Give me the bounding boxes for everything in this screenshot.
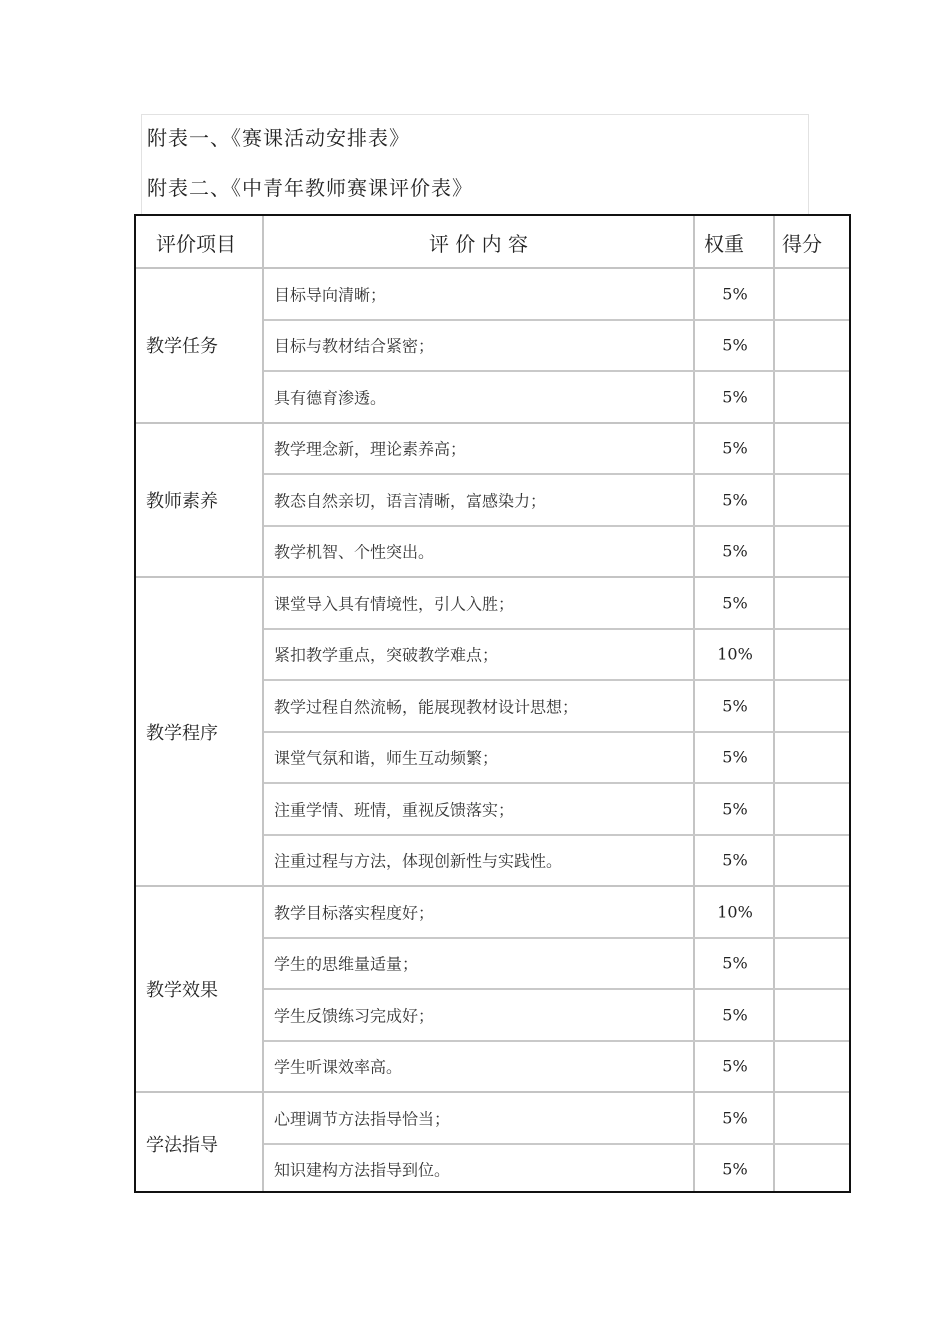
weight-value: 5% [722, 490, 748, 510]
weight-value: 5% [722, 1108, 748, 1128]
weight-value: 5% [722, 1159, 748, 1179]
criterion-text: 知识建构方法指导到位。 [274, 1160, 451, 1180]
category-label: 教学程序 [146, 722, 218, 744]
weight-value: 5% [722, 696, 748, 716]
criterion-text: 教学目标落实程度好； [274, 903, 435, 923]
criterion-text: 心理调节方法指导恰当； [274, 1109, 451, 1129]
category-label: 学法指导 [146, 1134, 218, 1156]
criterion-text: 课堂气氛和谐，师生互动频繁； [274, 748, 499, 768]
row-divider [264, 370, 849, 372]
category-label: 教学任务 [146, 336, 218, 358]
group-divider [136, 1091, 849, 1093]
criterion-text: 注重学情、班情，重视反馈落实； [274, 800, 515, 820]
criterion-text: 学生听课效率高。 [274, 1057, 403, 1077]
row-divider [264, 988, 849, 990]
weight-value: 10% [717, 644, 753, 664]
criterion-text: 注重过程与方法，体现创新性与实践性。 [274, 851, 563, 871]
row-divider [264, 525, 849, 527]
weight-value: 10% [717, 902, 753, 922]
criterion-text: 学生反馈练习完成好； [274, 1006, 435, 1026]
weight-value: 5% [722, 284, 748, 304]
weight-value: 5% [722, 438, 748, 458]
weight-value: 5% [722, 1056, 748, 1076]
row-divider [264, 731, 849, 733]
weight-value: 5% [722, 953, 748, 973]
category-label: 教学效果 [146, 980, 218, 1001]
criterion-text: 目标导向清晰； [274, 285, 387, 305]
weight-value: 5% [722, 747, 748, 767]
header-item: 评价项目 [156, 231, 236, 256]
column-divider [693, 216, 695, 1191]
row-divider [264, 319, 849, 321]
weight-value: 5% [722, 387, 748, 407]
row-divider [264, 473, 849, 475]
row-divider [264, 679, 849, 681]
category-label: 教师素养 [146, 490, 218, 512]
group-divider [136, 885, 849, 887]
weight-value: 5% [722, 593, 748, 613]
header-content: 评 价 内 容 [428, 231, 529, 256]
header-weight: 权重 [704, 231, 744, 256]
group-divider [136, 422, 849, 424]
row-divider [264, 782, 849, 784]
weight-value: 5% [722, 541, 748, 561]
weight-value: 5% [722, 799, 748, 819]
group-divider [136, 576, 849, 578]
criterion-text: 教学机智、个性突出。 [274, 542, 435, 562]
row-divider [264, 628, 849, 630]
appendix-title-1: 附表一、《赛课活动安排表》 [147, 126, 410, 150]
group-divider [136, 267, 849, 269]
row-divider [264, 937, 849, 939]
weight-value: 5% [722, 1005, 748, 1025]
row-divider [264, 834, 849, 836]
criterion-text: 教态自然亲切，语言清晰，富感染力； [274, 491, 547, 511]
criterion-text: 目标与教材结合紧密； [274, 336, 435, 356]
row-divider [264, 1040, 849, 1042]
header-score: 得分 [782, 231, 822, 256]
weight-value: 5% [722, 850, 748, 870]
criterion-text: 教学理念新，理论素养高； [274, 439, 467, 459]
criterion-text: 教学过程自然流畅，能展现教材设计思想； [274, 697, 579, 717]
evaluation-table [134, 214, 851, 1193]
column-divider [262, 216, 264, 1191]
criterion-text: 紧扣教学重点，突破教学难点； [274, 645, 499, 665]
criterion-text: 学生的思维量适量； [274, 954, 419, 974]
criterion-text: 具有德育渗透。 [274, 388, 387, 408]
row-divider [264, 1143, 849, 1145]
appendix-title-2: 附表二、《中青年教师赛课评价表》 [147, 176, 473, 200]
criterion-text: 课堂导入具有情境性，引人入胜； [274, 594, 515, 614]
weight-value: 5% [722, 335, 748, 355]
